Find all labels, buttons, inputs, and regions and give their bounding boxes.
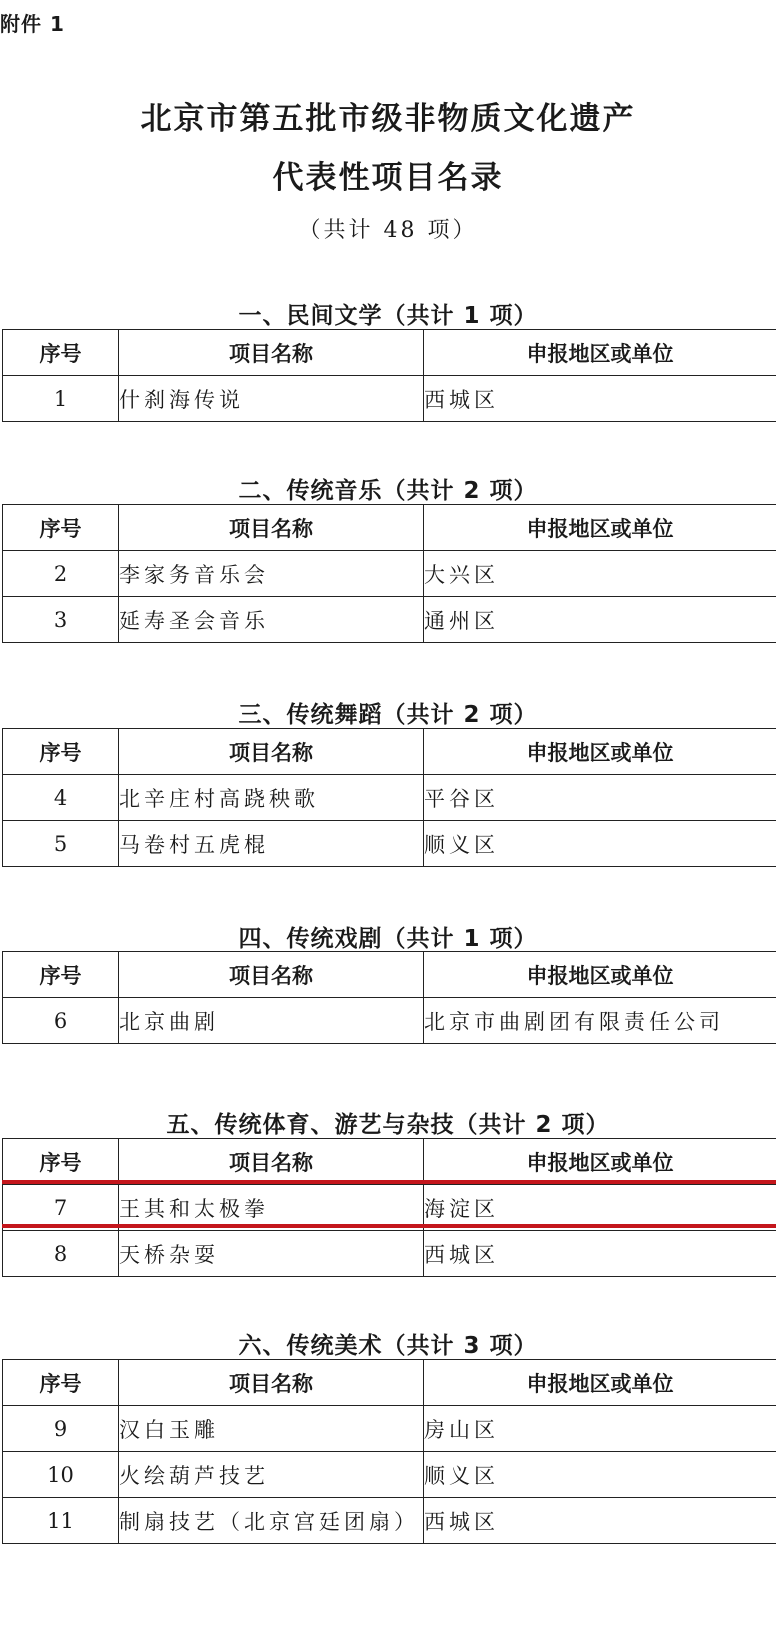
section-table: [2, 504, 776, 643]
column-header-num: 序号: [3, 1139, 119, 1185]
row-num: 11: [3, 1498, 119, 1544]
row-num: 5: [3, 821, 119, 867]
row-region: 顺义区: [424, 1452, 776, 1498]
section-table: [2, 1359, 776, 1544]
row-name: 北辛庄村高跷秧歌: [119, 775, 424, 821]
row-name: 北京曲剧: [119, 998, 424, 1044]
table-row: [3, 1231, 776, 1277]
table-row: [3, 1406, 776, 1452]
row-region: 西城区: [424, 376, 776, 422]
table-header-row: [3, 952, 776, 998]
section-table: [2, 1138, 776, 1277]
row-region: 房山区: [424, 1406, 776, 1452]
section-heading: 五、传统体育、游艺与杂技（共计 2 项）: [166, 1112, 610, 1138]
row-num: 3: [3, 597, 119, 643]
row-region: 西城区: [424, 1498, 776, 1544]
row-region: 平谷区: [424, 775, 776, 821]
document-title-line2: 代表性项目名录: [272, 160, 504, 196]
column-header-name: 项目名称: [119, 505, 424, 551]
table-header-row: [3, 1360, 776, 1406]
table-row: [3, 551, 776, 597]
table-header-row: [3, 330, 776, 376]
section-heading: 六、传统美术（共计 3 项）: [238, 1333, 538, 1359]
column-header-num: 序号: [3, 1360, 119, 1406]
highlight-line-top: [2, 1180, 776, 1184]
highlight-line-bottom: [2, 1224, 776, 1228]
row-num: 9: [3, 1406, 119, 1452]
column-header-name: 项目名称: [119, 952, 424, 998]
column-header-num: 序号: [3, 330, 119, 376]
column-header-name: 项目名称: [119, 729, 424, 775]
column-header-region: 申报地区或单位: [424, 952, 776, 998]
row-region: 西城区: [424, 1231, 776, 1277]
table-header-row: [3, 1139, 776, 1185]
column-header-name: 项目名称: [119, 330, 424, 376]
row-name: 汉白玉雕: [119, 1406, 424, 1452]
row-name: 马卷村五虎棍: [119, 821, 424, 867]
row-name: 制扇技艺（北京宫廷团扇）: [119, 1498, 424, 1544]
column-header-name: 项目名称: [119, 1139, 424, 1185]
column-header-name: 项目名称: [119, 1360, 424, 1406]
row-num: 1: [3, 376, 119, 422]
row-name: 天桥杂耍: [119, 1231, 424, 1277]
table-row: [3, 775, 776, 821]
table-row: [3, 1498, 776, 1544]
table-row: [3, 1452, 776, 1498]
attachment-label: 附件 1: [0, 12, 65, 36]
row-name: 火绘葫芦技艺: [119, 1452, 424, 1498]
column-header-num: 序号: [3, 729, 119, 775]
row-num: 8: [3, 1231, 119, 1277]
column-header-region: 申报地区或单位: [424, 1360, 776, 1406]
row-region: 大兴区: [424, 551, 776, 597]
table-row: [3, 376, 776, 422]
document-title-line1: 北京市第五批市级非物质文化遗产: [140, 101, 636, 137]
row-num: 4: [3, 775, 119, 821]
column-header-region: 申报地区或单位: [424, 330, 776, 376]
row-region: 顺义区: [424, 821, 776, 867]
row-num: 2: [3, 551, 119, 597]
table-row: [3, 821, 776, 867]
row-region: 海淀区: [424, 1185, 776, 1231]
row-num: 10: [3, 1452, 119, 1498]
column-header-region: 申报地区或单位: [424, 505, 776, 551]
section-table: [2, 951, 776, 1044]
section-table: [2, 728, 776, 867]
section-heading: 二、传统音乐（共计 2 项）: [238, 478, 538, 504]
row-num: 7: [3, 1185, 119, 1231]
row-name: 李家务音乐会: [119, 551, 424, 597]
table-row: [3, 597, 776, 643]
column-header-region: 申报地区或单位: [424, 1139, 776, 1185]
section-heading: 一、民间文学（共计 1 项）: [238, 303, 538, 329]
row-name: 延寿圣会音乐: [119, 597, 424, 643]
table-header-row: [3, 729, 776, 775]
column-header-num: 序号: [3, 952, 119, 998]
document-total: （共计 48 项）: [298, 218, 478, 243]
row-name: 什刹海传说: [119, 376, 424, 422]
row-name: 王其和太极拳: [119, 1185, 424, 1231]
column-header-num: 序号: [3, 505, 119, 551]
column-header-region: 申报地区或单位: [424, 729, 776, 775]
section-heading: 四、传统戏剧（共计 1 项）: [238, 926, 538, 952]
table-row: [3, 998, 776, 1044]
section-heading: 三、传统舞蹈（共计 2 项）: [238, 702, 538, 728]
section-table: [2, 329, 776, 422]
row-region: 北京市曲剧团有限责任公司: [424, 998, 776, 1044]
row-num: 6: [3, 998, 119, 1044]
row-region: 通州区: [424, 597, 776, 643]
table-header-row: [3, 505, 776, 551]
